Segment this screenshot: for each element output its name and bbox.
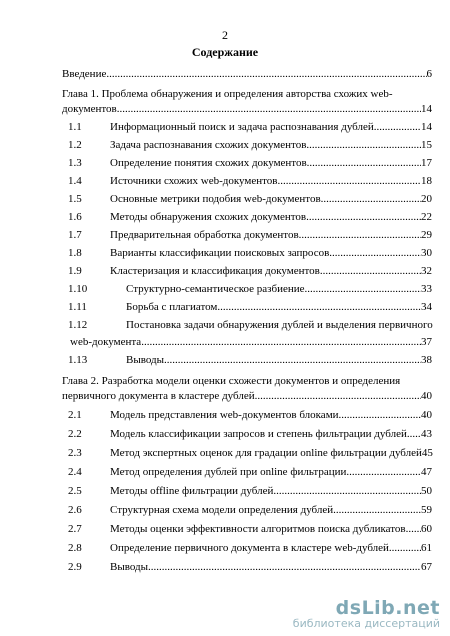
toc-entry-page: 38 bbox=[421, 354, 432, 366]
toc-entry-continuation bbox=[62, 335, 432, 349]
toc-leader-dots bbox=[106, 67, 426, 81]
toc-entry-page: 59 bbox=[421, 504, 432, 516]
toc-entry-number: 2.3 bbox=[68, 447, 82, 459]
toc-leader-dots bbox=[299, 228, 421, 242]
toc-leader-dots bbox=[389, 541, 421, 555]
toc-entry[interactable] bbox=[62, 156, 432, 170]
toc-entry[interactable] bbox=[62, 522, 432, 536]
toc-entry-page: 32 bbox=[421, 265, 432, 277]
toc-entry-title-continuation: первичного документа в кластере дублей bbox=[62, 390, 255, 402]
toc-leader-dots bbox=[306, 138, 421, 152]
toc-entry[interactable] bbox=[62, 560, 432, 574]
toc-leader-dots bbox=[305, 282, 421, 296]
toc-leader-dots bbox=[407, 427, 421, 441]
toc-leader-dots bbox=[255, 389, 421, 403]
toc-entry-title: Определение понятия схожих документов bbox=[110, 157, 307, 169]
watermark-subtitle: библиотека диссертаций bbox=[292, 617, 440, 630]
toc-entry-title: Информационный поиск и задача распознавания дублей bbox=[110, 121, 374, 133]
toc-entry-page: 15 bbox=[421, 139, 432, 151]
toc-entry-title: Метод экспертных оценок для градации online фильтрации дублей bbox=[110, 447, 422, 459]
toc-leader-dots bbox=[273, 484, 421, 498]
toc-entry-number: 2.9 bbox=[68, 561, 82, 573]
toc-entry-title-continuation: документов bbox=[62, 103, 117, 115]
toc-entry-page: 45 bbox=[421, 447, 433, 459]
toc-entry-title: Глава 1. Проблема обнаружения и определения авторства схожих web- bbox=[62, 88, 393, 100]
toc-leader-dots bbox=[346, 465, 421, 479]
toc-entry[interactable] bbox=[62, 264, 432, 278]
toc-entry-title: Источники схожих web-документов bbox=[110, 175, 278, 187]
toc-entry-number: 1.5 bbox=[68, 193, 82, 205]
toc-entry-page: 6 bbox=[426, 68, 432, 80]
toc-entry-number: 2.8 bbox=[68, 542, 82, 554]
toc-leader-dots bbox=[329, 246, 421, 260]
toc-entry-title: Борьба с плагиатом bbox=[126, 301, 218, 313]
toc-entry-title: Определение первичного документа в кластере web-дублей bbox=[110, 542, 389, 554]
toc-entry-title: Предварительная обработка документов bbox=[110, 229, 299, 241]
toc-entry-number: 2.6 bbox=[68, 504, 82, 516]
toc-entry-page: 37 bbox=[421, 336, 432, 348]
toc-entry-title: Методы обнаружения схожих документов bbox=[110, 211, 307, 223]
toc-entry-title: Методы оценки эффективности алгоритмов поиска дубликатов bbox=[110, 523, 406, 535]
toc-entry[interactable] bbox=[62, 503, 432, 517]
toc-leader-dots bbox=[117, 102, 421, 116]
toc-entry-page: 18 bbox=[421, 175, 432, 187]
toc-entry-number: 1.12 bbox=[68, 319, 88, 331]
toc-entry-title: Задача распознавания схожих документов bbox=[110, 139, 307, 151]
toc-leader-dots bbox=[321, 192, 421, 206]
toc-entry[interactable] bbox=[62, 210, 432, 224]
toc-entry-number: 2.4 bbox=[68, 466, 82, 478]
toc-entry-number: 1.9 bbox=[68, 265, 82, 277]
toc-entry-title: Методы offline фильтрации дублей bbox=[110, 485, 274, 497]
toc-entry-page: 67 bbox=[421, 561, 432, 573]
toc-entry-title-continuation: web-документа bbox=[70, 336, 142, 348]
toc-leader-dots bbox=[278, 174, 422, 188]
toc-entry-page: 50 bbox=[421, 485, 432, 497]
toc-entry[interactable] bbox=[62, 465, 432, 479]
toc-entry[interactable] bbox=[62, 192, 432, 206]
toc-entry[interactable] bbox=[62, 408, 432, 422]
site-watermark bbox=[293, 597, 440, 630]
toc-entry[interactable] bbox=[62, 120, 432, 134]
toc-entry-number: 2.1 bbox=[68, 409, 82, 421]
toc-title: Содержание bbox=[191, 45, 259, 59]
toc-entry-number: 1.10 bbox=[68, 283, 88, 295]
toc-entry-page: 22 bbox=[421, 211, 432, 223]
toc-entry-number: 1.13 bbox=[68, 354, 88, 366]
toc-entry[interactable] bbox=[62, 318, 432, 332]
toc-entry-number: 1.1 bbox=[68, 121, 82, 133]
toc-leader-dots bbox=[148, 560, 421, 574]
toc-leader-dots bbox=[164, 353, 421, 367]
toc-entry-page: 14 bbox=[421, 121, 432, 133]
toc-entry-number: 2.7 bbox=[68, 523, 82, 535]
toc-entry-page: 43 bbox=[421, 428, 432, 440]
toc-chapter-2[interactable] bbox=[62, 374, 432, 388]
toc-entry-page: 40 bbox=[421, 390, 432, 402]
toc-leader-dots bbox=[333, 503, 421, 517]
toc-entry-number: 1.8 bbox=[68, 247, 82, 259]
toc-leader-dots bbox=[141, 335, 421, 349]
toc-leader-dots bbox=[406, 522, 421, 536]
toc-entry[interactable] bbox=[62, 174, 432, 188]
toc-entry-title: Модель представления web-документов блоками bbox=[110, 409, 339, 421]
toc-entry[interactable] bbox=[62, 67, 432, 81]
toc-leader-dots bbox=[320, 264, 421, 278]
toc-entry-number: 1.11 bbox=[68, 301, 87, 313]
toc-chapter-1[interactable] bbox=[62, 87, 432, 101]
toc-leader-dots bbox=[306, 210, 421, 224]
toc-entry-title: Кластеризация и классификация документов bbox=[110, 265, 320, 277]
toc-entry-title: Глава 2. Разработка модели оценки схожести документов и определения bbox=[62, 375, 401, 387]
toc-entry-title: Метод определения дублей при online фильтрации bbox=[110, 466, 347, 478]
toc-entry[interactable] bbox=[62, 484, 432, 498]
toc-entry-title: Модель классификации запросов и степень фильтрации дублей bbox=[110, 428, 407, 440]
toc-entry-page: 33 bbox=[421, 283, 432, 295]
toc-entry-page: 61 bbox=[421, 542, 432, 554]
toc-entry-page: 29 bbox=[421, 229, 432, 241]
toc-entry[interactable] bbox=[62, 541, 432, 555]
toc-entry-continuation bbox=[62, 102, 432, 116]
toc-entry-title: Структурно-семантическое разбиение bbox=[126, 283, 305, 295]
toc-entry-title: Варианты классификации поисковых запросов bbox=[110, 247, 330, 259]
toc-entry[interactable] bbox=[62, 246, 432, 260]
toc-entry[interactable] bbox=[62, 228, 432, 242]
toc-entry-page: 34 bbox=[421, 301, 432, 313]
toc-leader-dots bbox=[374, 120, 421, 134]
page-number: 2 bbox=[222, 28, 228, 42]
toc-entry[interactable] bbox=[62, 300, 432, 314]
toc-entry[interactable] bbox=[62, 138, 432, 152]
toc-entry[interactable] bbox=[62, 353, 432, 367]
toc-entry-page: 14 bbox=[421, 103, 432, 115]
toc-entry-number: 1.7 bbox=[68, 229, 82, 241]
toc-entry-title: Введение bbox=[62, 68, 107, 80]
toc-entry-page: 40 bbox=[421, 409, 432, 421]
toc-entry-page: 20 bbox=[421, 193, 432, 205]
toc-entry-title: Выводы bbox=[110, 561, 149, 573]
toc-entry[interactable] bbox=[62, 446, 432, 460]
toc-entry[interactable] bbox=[62, 282, 432, 296]
toc-entry-page: 17 bbox=[421, 157, 432, 169]
toc-leader-dots bbox=[339, 408, 421, 422]
toc-entry-title: Постановка задачи обнаружения дублей и выделения первичного bbox=[126, 319, 433, 331]
toc-entry-number: 2.2 bbox=[68, 428, 82, 440]
toc-entry-continuation bbox=[62, 389, 432, 403]
toc-entry-title: Структурная схема модели определения дублей bbox=[110, 504, 334, 516]
toc-entry-number: 2.5 bbox=[68, 485, 82, 497]
toc-leader-dots bbox=[307, 156, 421, 170]
toc-entry-number: 1.3 bbox=[68, 157, 82, 169]
toc-entry-title: Основные метрики подобия web-документов bbox=[110, 193, 321, 205]
toc-entry-number: 1.4 bbox=[68, 175, 82, 187]
toc-entry-number: 1.6 bbox=[68, 211, 82, 223]
toc-leader-dots bbox=[217, 300, 421, 314]
toc-entry[interactable] bbox=[62, 427, 432, 441]
toc-entry-title: Выводы bbox=[126, 354, 165, 366]
toc-entry-number: 1.2 bbox=[68, 139, 82, 151]
toc-entry-page: 47 bbox=[421, 466, 432, 478]
watermark-logo: dsLib.net bbox=[335, 597, 440, 619]
toc-entry-page: 30 bbox=[421, 247, 432, 259]
toc-entry-page: 60 bbox=[421, 523, 432, 535]
